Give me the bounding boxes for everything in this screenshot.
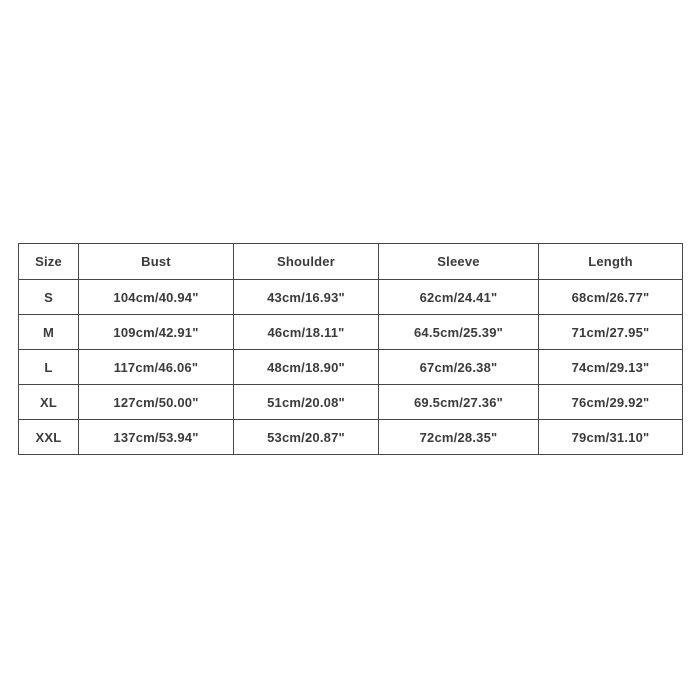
cell-shoulder-value: 43cm/16.93" <box>234 280 379 315</box>
cell-length-value: 71cm/27.95" <box>539 315 683 350</box>
cell-shoulder-value: 48cm/18.90" <box>234 350 379 385</box>
cell-length-value: 68cm/26.77" <box>539 280 683 315</box>
cell-size-label: XXL <box>19 420 79 455</box>
cell-bust-value: 109cm/42.91" <box>79 315 234 350</box>
cell-bust-value: 104cm/40.94" <box>79 280 234 315</box>
size-chart-table <box>18 243 683 455</box>
column-header-size: Size <box>19 244 79 280</box>
cell-length-value: 74cm/29.13" <box>539 350 683 385</box>
cell-sleeve-value: 69.5cm/27.36" <box>379 385 539 420</box>
cell-size-label: S <box>19 280 79 315</box>
cell-shoulder-value: 53cm/20.87" <box>234 420 379 455</box>
table-row-s <box>19 280 683 315</box>
cell-size-label: M <box>19 315 79 350</box>
cell-bust-value: 127cm/50.00" <box>79 385 234 420</box>
cell-bust-value: 117cm/46.06" <box>79 350 234 385</box>
cell-sleeve-value: 67cm/26.38" <box>379 350 539 385</box>
column-header-shoulder: Shoulder <box>234 244 379 280</box>
cell-size-label: XL <box>19 385 79 420</box>
cell-bust-value: 137cm/53.94" <box>79 420 234 455</box>
cell-length-value: 76cm/29.92" <box>539 385 683 420</box>
cell-sleeve-value: 64.5cm/25.39" <box>379 315 539 350</box>
table-row-xl <box>19 385 683 420</box>
table-row-xxl <box>19 420 683 455</box>
table-row-m <box>19 315 683 350</box>
cell-sleeve-value: 72cm/28.35" <box>379 420 539 455</box>
header-row <box>19 244 683 280</box>
table-row-l <box>19 350 683 385</box>
cell-size-label: L <box>19 350 79 385</box>
cell-shoulder-value: 46cm/18.11" <box>234 315 379 350</box>
cell-length-value: 79cm/31.10" <box>539 420 683 455</box>
column-header-bust: Bust <box>79 244 234 280</box>
cell-shoulder-value: 51cm/20.08" <box>234 385 379 420</box>
column-header-sleeve: Sleeve <box>379 244 539 280</box>
cell-sleeve-value: 62cm/24.41" <box>379 280 539 315</box>
column-header-length: Length <box>539 244 683 280</box>
